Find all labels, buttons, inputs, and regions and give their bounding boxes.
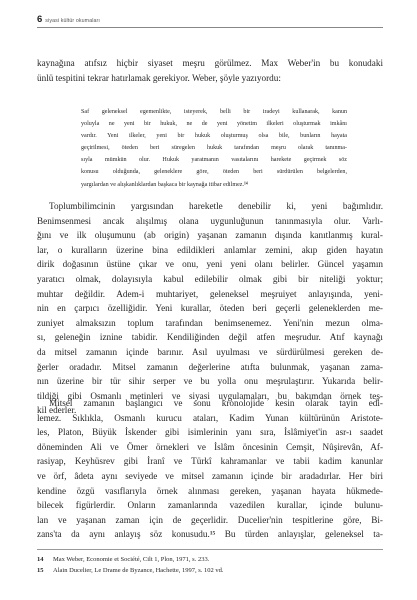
body-paragraph-2 (37, 396, 383, 542)
page-header (37, 14, 100, 24)
text-line: nın üzerine bir tür sihir serper ve bu yolla onu meşrulaştırır. Yukarıda belir- (37, 376, 383, 387)
text-line: nin en çarpıcı özelliğidir. Yeni kurallar, öteden beri geçerli geleneklerden me- (37, 303, 383, 314)
text-line: rasiyap, Keyhüsrev gibi İranî ve Türkî kahramanlar ve tabii kadim kanunlar (37, 456, 383, 467)
running-title: siyasi kültür okumaları (45, 18, 100, 24)
text-line: Benimsenmesi ancak alışılmış olana uygunluğunun tanınmasıyla olur. Varlı- (37, 215, 383, 226)
text-line: ve örf, âdeta aynı seviyede ve mitsel zamanın içinde bir aradadırlar. Her biri (37, 470, 383, 481)
text-line: muhtar değildir. Adem-i muhtariyet, geleneksel meşruiyet anlayışında, yeni- (37, 288, 383, 299)
page-number: 6 (37, 14, 43, 25)
text-line: döneminden Ali ve Ömer örnekleri ve İslâm öncesinin Cemşit, Nûşirevân, Af- (37, 441, 383, 452)
intro-paragraph (37, 56, 383, 85)
text-line: Mitsel zamanın başlangıcı ve sonu kronolojide kesin olarak tayin edi- (49, 398, 383, 408)
quote-last-text: yargılardan ve alışkanlıklardan başkaca bir kaynağa itibar edilmez. (81, 181, 244, 188)
text-line: Toplumbilimcinin yargısından hareketle denebilir ki, yeni bağımlıdır. (49, 201, 383, 211)
block-quote (81, 106, 347, 191)
footnote-item (37, 566, 383, 577)
text-line: dirik doğasının üstüne çıkar ve onu, yeni yeni olanı belirler. Güncel yaşamın (37, 259, 383, 270)
footnote-text: Alain Ducelier, Le Drame de Byzance, Hachette, 1997, s. 102 vd. (53, 566, 224, 574)
text-line: ünlü tespitini tekrar hatırlamak gerekiyor. Weber, şöyle yazıyordu: (37, 72, 281, 83)
text-line: ğerler oradadır. Mitsel zamanın değerlerine atıfta bulunmak, yaşanan zama- (37, 361, 383, 372)
footnotes (37, 555, 383, 576)
text-line: ğını ve ilk oluşumunu (ab origin) yaşanan zamanın dışında kanıtlanmış kural- (37, 230, 383, 241)
text-line: lan ve yaşanan zaman için de geçerlidir. Ducelier'nin tespitlerine göre, Bi- (37, 514, 383, 525)
footnote-ref-15[interactable]: 15 (209, 530, 216, 537)
para2-tail-text: Bu türden anlayışlar, geleneksel ta- (215, 529, 383, 540)
footnote-item (37, 555, 383, 566)
text-line: sı, geleneğin iznine tabidir. Kendiliğinden değil atfen meşrudur. Atıf kaynağı (37, 332, 383, 343)
footnote-number: 15 (37, 566, 44, 574)
header-rule (37, 27, 383, 28)
quote-line: yoluyla ne yeni bir hukuk, ne de yeni yönetim ilkeleri oluşturmak imkânı (81, 121, 347, 128)
footnote-rule (37, 549, 383, 550)
text-line: bilecek figürlerdir. Onların zamanlarında vazedilen kurallar, içinde bulunu- (37, 500, 383, 511)
text-line: lemez. Sıklıkla, Osmanlı kurucu ataları, Kadim Yunan kültürünün Aristote- (37, 412, 383, 423)
text-line: kendine özgü vasıflarıyla örnek alınması gereken, yaşanan hayata hükmede- (37, 485, 383, 496)
text-line: kaynağına atıfsız hiçbir siyaset meşru görülmez. Max Weber'in bu konudaki (37, 58, 383, 68)
text-line: tildiği gibi Osmanlı metinleri ve siyasi uygulamaları, bu bakımdan örnek teş- (37, 390, 383, 401)
footnote-text: Max Weber, Economie et Société, Cilt 1, Plon, 1971, s. 233. (53, 556, 210, 563)
text-line (37, 527, 383, 542)
quote-line: sıyla mümkün olur. Hukuk yaratmanın vasıtalarını harekete geçirmek söz (81, 157, 347, 164)
text-line: kil ederler. (37, 405, 77, 416)
quote-line: konusu olduğunda, geleneklere göre, öteden beri sürdürülen belgelerden, (81, 169, 347, 176)
text-line: zuniyet almaksızın toplum tarafından benimsenemez. Yeni'nin mezun olma- (37, 317, 383, 328)
text-line: yaratıcı olmak, dolayısıyla kabul edilebilir olmak gibi bir niteliği yoktur; (37, 273, 383, 284)
text-line: da mitsel zamanın içinde barınır. Asıl uyulması ve sürdürülmesi gereken de- (37, 346, 383, 357)
text-line: les, Platon, Büyük İskender gibi isimlerinin yanı sıra, İslâmiyet'in asr-ı saadet (37, 427, 383, 438)
quote-line: Saf geleneksel egemenlikte, isteyerek, belli bir iradeyi kullanarak, kanun (81, 109, 347, 115)
footnote-ref-14[interactable]: 14 (244, 180, 248, 185)
body-paragraph-1 (37, 199, 383, 418)
quote-line (81, 179, 347, 191)
quote-line: geçirilmesi, öteden beri süregelen hukuk tarafından meşru olarak tanınma- (81, 145, 347, 152)
quote-line: vardır. Yeni ilkeler, yeni bir hukuk oluşturmuş olsa bile, bunların hayata (81, 133, 347, 140)
footnote-number: 14 (37, 556, 44, 563)
text-line: lar, o kuralların üzerine bina edildikleri anlamlar zemini, akıp giden hayatın (37, 244, 383, 255)
para2-last-text: zans'ta da aynı anlayış söz konusudu. (37, 529, 210, 540)
